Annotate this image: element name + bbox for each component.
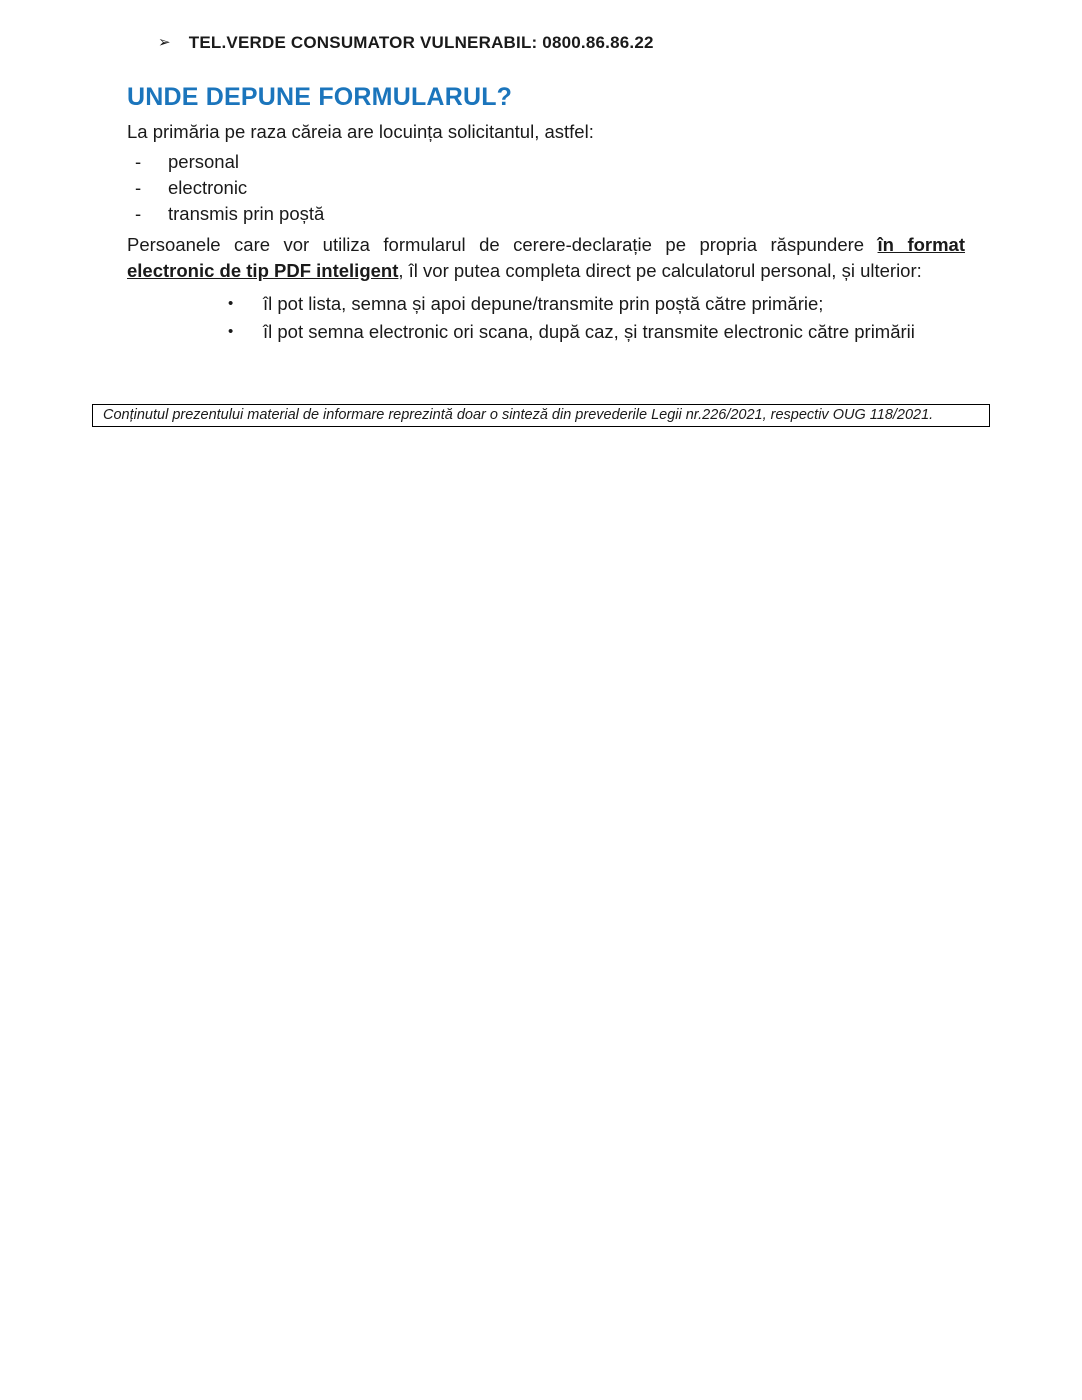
paragraph-text-before: Persoanele care vor utiliza formularul de cerere-declarație pe propria răspundere [127,234,878,255]
dash-bullet-icon: - [135,177,142,198]
section-heading: UNDE DEPUNE FORMULARUL? [127,83,513,111]
list-item-text: transmis prin poștă [168,203,325,224]
list-item-text: îl pot semna electronic ori scana, după caz, și transmite electronic către primării [263,321,915,342]
intro-sentence: La primăria pe raza căreia are locuința solicitantul, astfel: [127,121,594,142]
paragraph-text-after: , îl vor putea completa direct pe calculatorul personal, și ulterior: [398,260,922,281]
phone-hotline-line [158,0,1082,53]
list-item [135,149,1082,175]
list-item [135,175,1082,201]
dash-bullet-icon: - [135,151,142,172]
arrowhead-bullet-icon: ➢ [158,34,171,51]
list-item-text: electronic [168,177,248,198]
submission-methods-list [135,149,1082,227]
phone-hotline-text: TEL.VERDE CONSUMATOR VULNERABIL: 0800.86.86.22 [188,33,654,52]
dash-bullet-icon: - [135,203,142,224]
bullet-dot-icon: • [228,295,234,312]
list-item [228,290,1082,318]
bullet-dot-icon: • [228,323,234,340]
legal-disclaimer-box [92,404,990,427]
pdf-form-paragraph [127,232,965,284]
form-options-list [228,290,1082,346]
list-item [135,201,1082,227]
list-item [228,318,1082,346]
list-item-text: personal [168,151,239,172]
paragraph-emphasized-text: în format electronic de tip PDF inteligent [127,234,966,281]
legal-disclaimer-text: Conținutul prezentului material de informare reprezintă doar o sinteză din prevederile Legii nr.226/2021, respectiv OUG 118/2021. [103,407,934,423]
list-item-text: îl pot lista, semna și apoi depune/transmite prin poștă către primărie; [263,293,824,314]
